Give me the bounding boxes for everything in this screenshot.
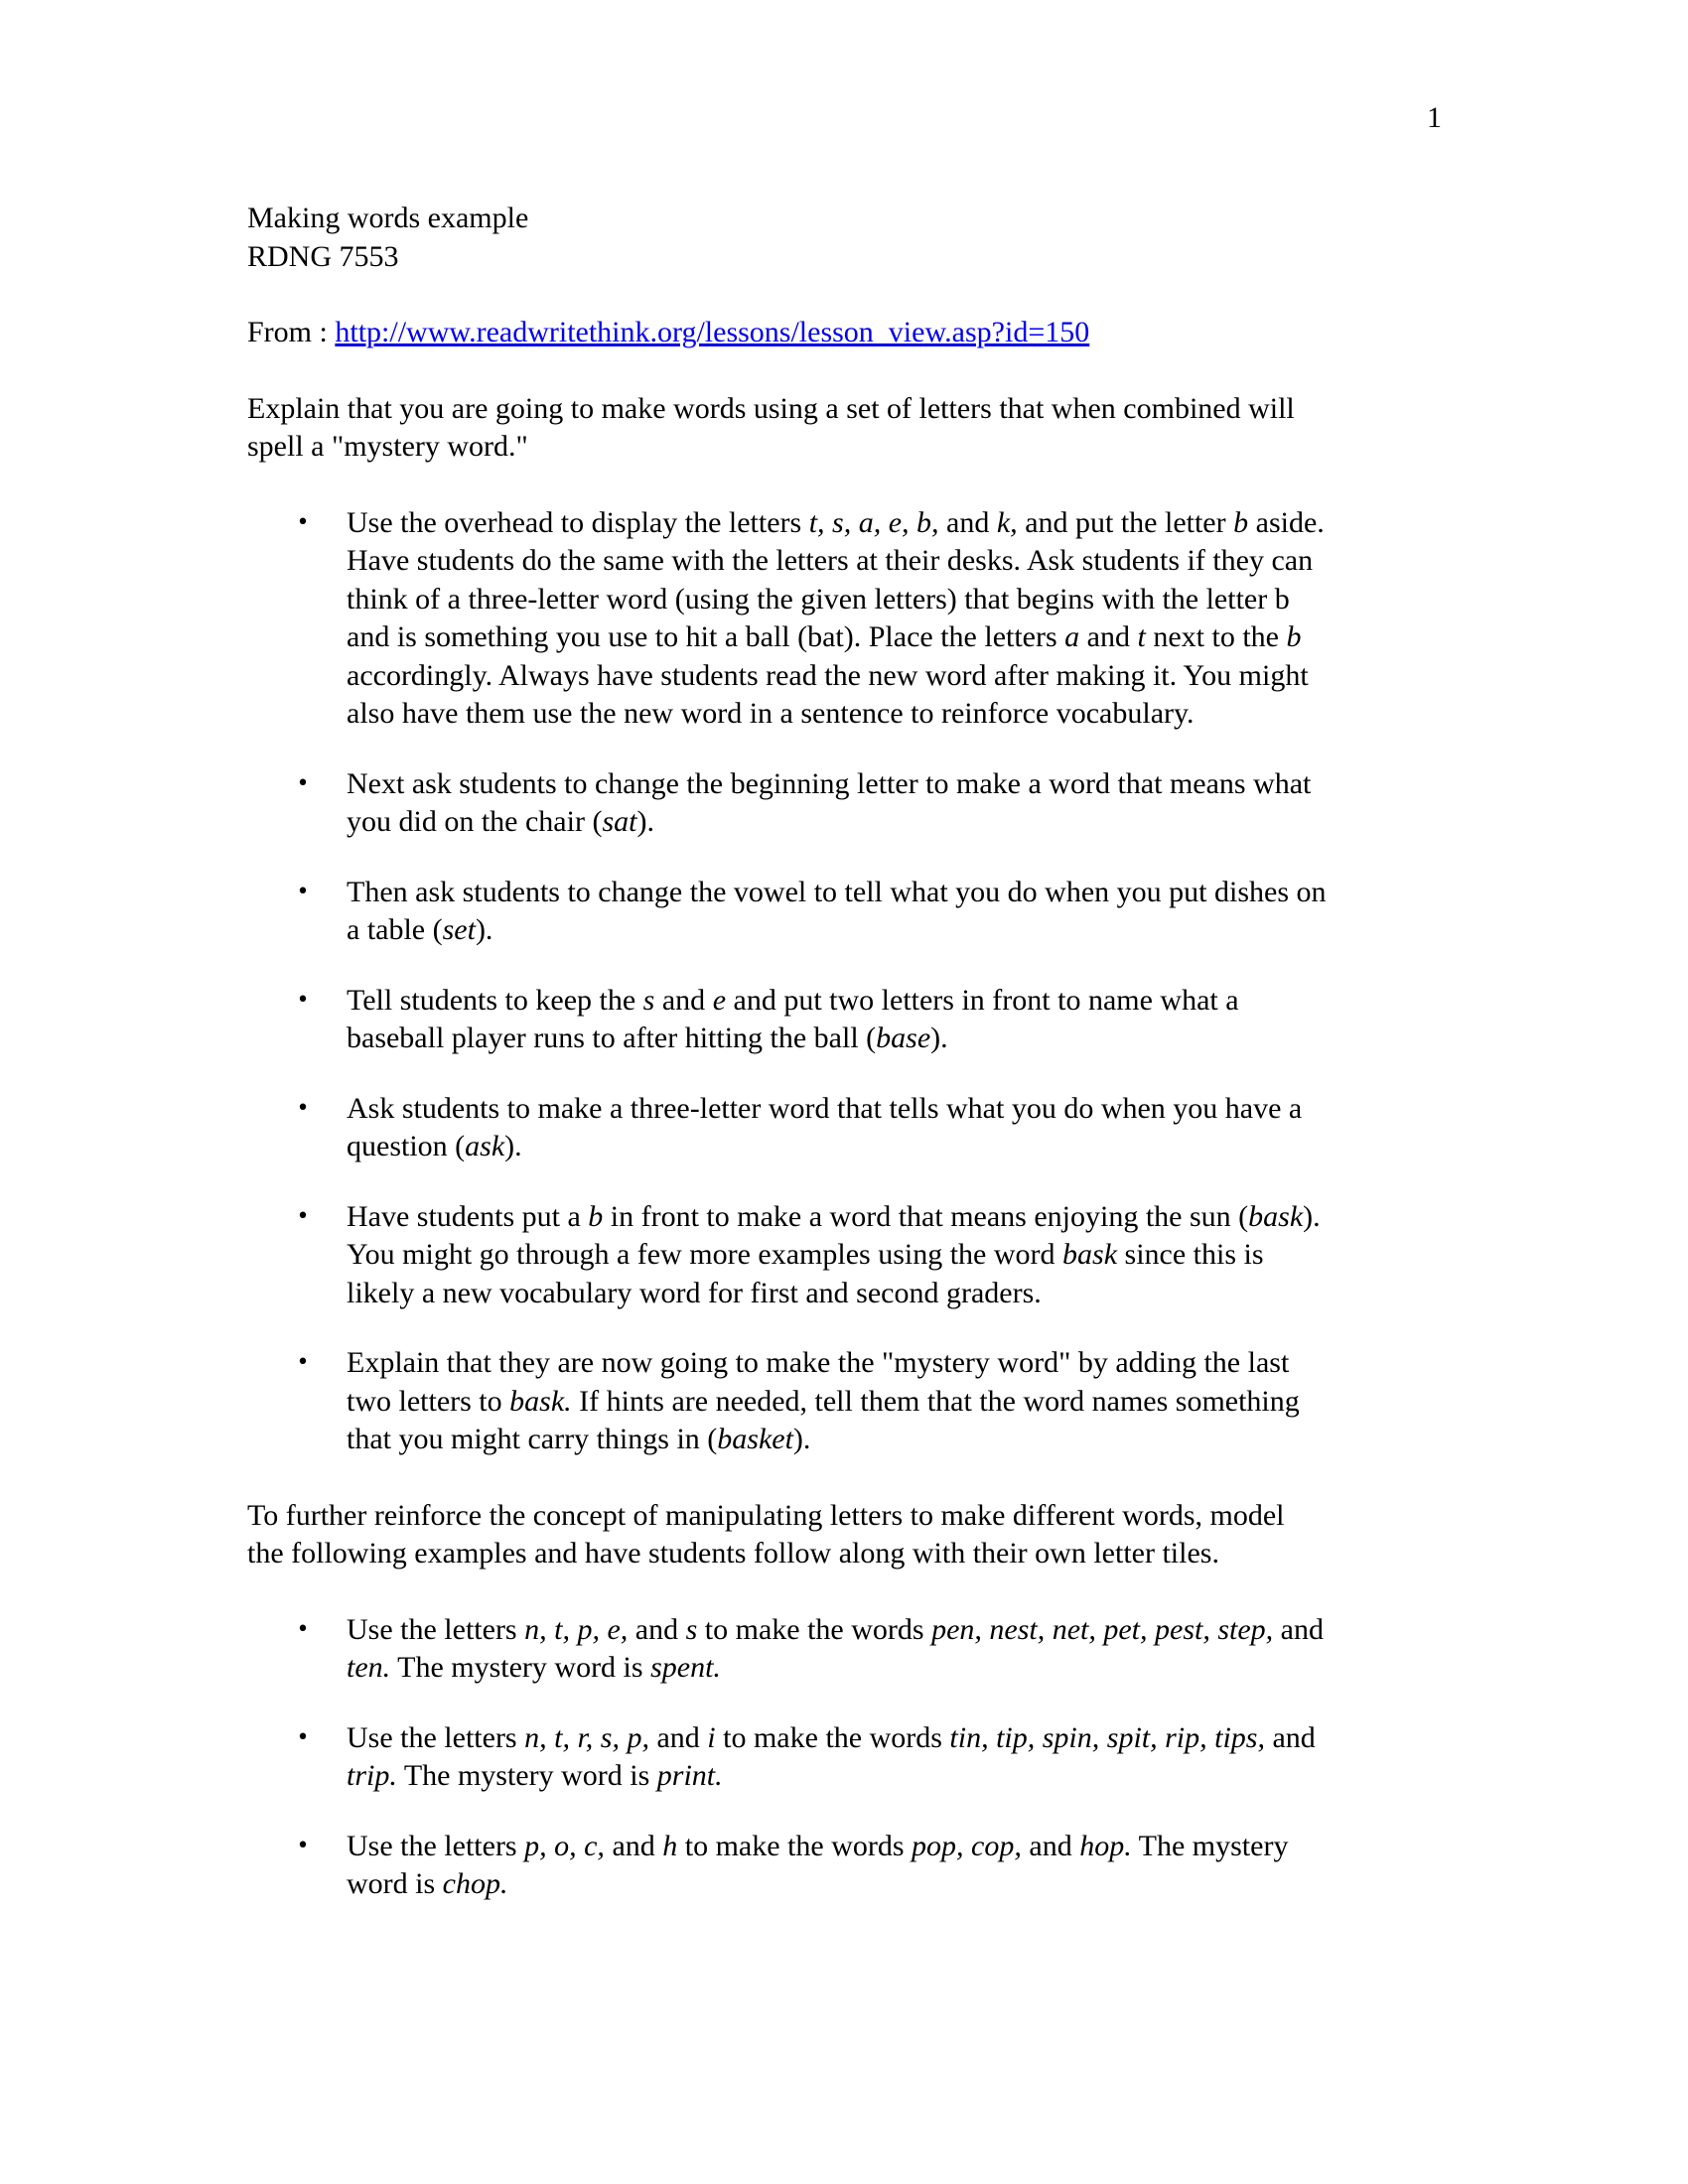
list-item: [247, 1344, 1439, 1459]
list-item: [247, 1611, 1439, 1688]
step-line: that you might carry things in (basket).: [347, 1423, 811, 1455]
page-number: 1: [1427, 101, 1442, 134]
list-item: [247, 1828, 1439, 1904]
intro-line: Explain that you are going to make words using a set of letters that when combined will: [247, 391, 1295, 425]
example-line: Use the letters n, t, p, e, and s to make the words pen, nest, net, pet, pest, step, and: [347, 1612, 1324, 1646]
document-title: Making words example: [247, 202, 529, 234]
example-line: word is chop.: [347, 1867, 508, 1900]
source-link[interactable]: http://www.readwritethink.org/lessons/lesson_view.asp?id=150: [335, 316, 1090, 348]
list-item: [247, 1090, 1439, 1166]
step-line: a table (set).: [347, 913, 493, 946]
list-item: [247, 504, 1439, 734]
bullet-icon: •: [296, 1616, 310, 1642]
example-line: ten. The mystery word is spent.: [347, 1651, 721, 1684]
example-line: trip. The mystery word is print.: [347, 1759, 723, 1792]
list-item: [247, 874, 1439, 950]
bullet-icon: •: [296, 770, 310, 796]
list-item: [247, 1719, 1439, 1796]
bullet-icon: •: [296, 987, 310, 1013]
step-line: Tell students to keep the s and e and put two letters in front to name what a: [347, 983, 1239, 1017]
example-line: Use the letters p, o, c, and h to make the words pop, cop, and hop. The mystery: [347, 1829, 1289, 1862]
document-body: [247, 200, 1439, 1904]
step-line: Then ask students to change the vowel to tell what you do when you put dishes on: [347, 875, 1327, 908]
reinforce-paragraph: [247, 1497, 1439, 1573]
list-item: [247, 1198, 1439, 1313]
bullet-icon: •: [296, 1833, 310, 1858]
bullet-icon: •: [296, 879, 310, 904]
step-line: two letters to bask. If hints are needed, tell them that the word names something: [347, 1384, 1300, 1418]
bullet-icon: •: [296, 1095, 310, 1121]
bullet-icon: •: [296, 1350, 310, 1375]
step-line: Have students do the same with the letters at their desks. Ask students if they can: [347, 544, 1314, 577]
step-line: question (ask).: [347, 1130, 522, 1162]
reinforce-line: the following examples and have students follow along with their own letter tiles.: [247, 1537, 1219, 1570]
list-item: [247, 765, 1439, 842]
steps-list: [247, 504, 1439, 1459]
step-line: Have students put a b in front to make a word that means enjoying the sun (bask).: [347, 1199, 1321, 1233]
step-line: Ask students to make a three-letter word that tells what you do when you have a: [347, 1091, 1303, 1125]
step-line: Explain that they are now going to make the "mystery word" by adding the last: [347, 1346, 1290, 1379]
intro-line: spell a "mystery word.": [247, 430, 528, 463]
step-line: Use the overhead to display the letters t, s, a, e, b, and k, and put the letter b aside.: [347, 505, 1325, 539]
step-line: accordingly. Always have students read the new word after making it. You might: [347, 658, 1309, 692]
source-label: From :: [247, 316, 336, 348]
list-item: [247, 982, 1439, 1058]
bullet-icon: •: [296, 1203, 310, 1229]
example-line: Use the letters n, t, r, s, p, and i to make the words tin, tip, spin, spit, rip, tips, and: [347, 1720, 1316, 1754]
source-line: [247, 314, 1439, 352]
examples-list: [247, 1611, 1439, 1904]
step-line: You might go through a few more examples using the word bask since this is: [347, 1238, 1264, 1271]
step-line: and is something you use to hit a ball (bat). Place the letters a and t next to the b: [347, 620, 1302, 653]
step-line: think of a three-letter word (using the given letters) that begins with the letter b: [347, 582, 1290, 615]
step-line: Next ask students to change the beginning letter to make a word that means what: [347, 766, 1312, 800]
step-line: you did on the chair (sat).: [347, 805, 654, 838]
bullet-icon: •: [296, 509, 310, 535]
step-line: baseball player runs to after hitting the ball (base).: [347, 1022, 948, 1054]
step-line: likely a new vocabulary word for first and second graders.: [347, 1276, 1042, 1309]
bullet-icon: •: [296, 1724, 310, 1750]
step-line: also have them use the new word in a sentence to reinforce vocabulary.: [347, 697, 1195, 730]
course-code: RDNG 7553: [247, 239, 399, 273]
reinforce-line: To further reinforce the concept of manipulating letters to make different words, model: [247, 1498, 1285, 1532]
intro-paragraph: [247, 390, 1439, 467]
